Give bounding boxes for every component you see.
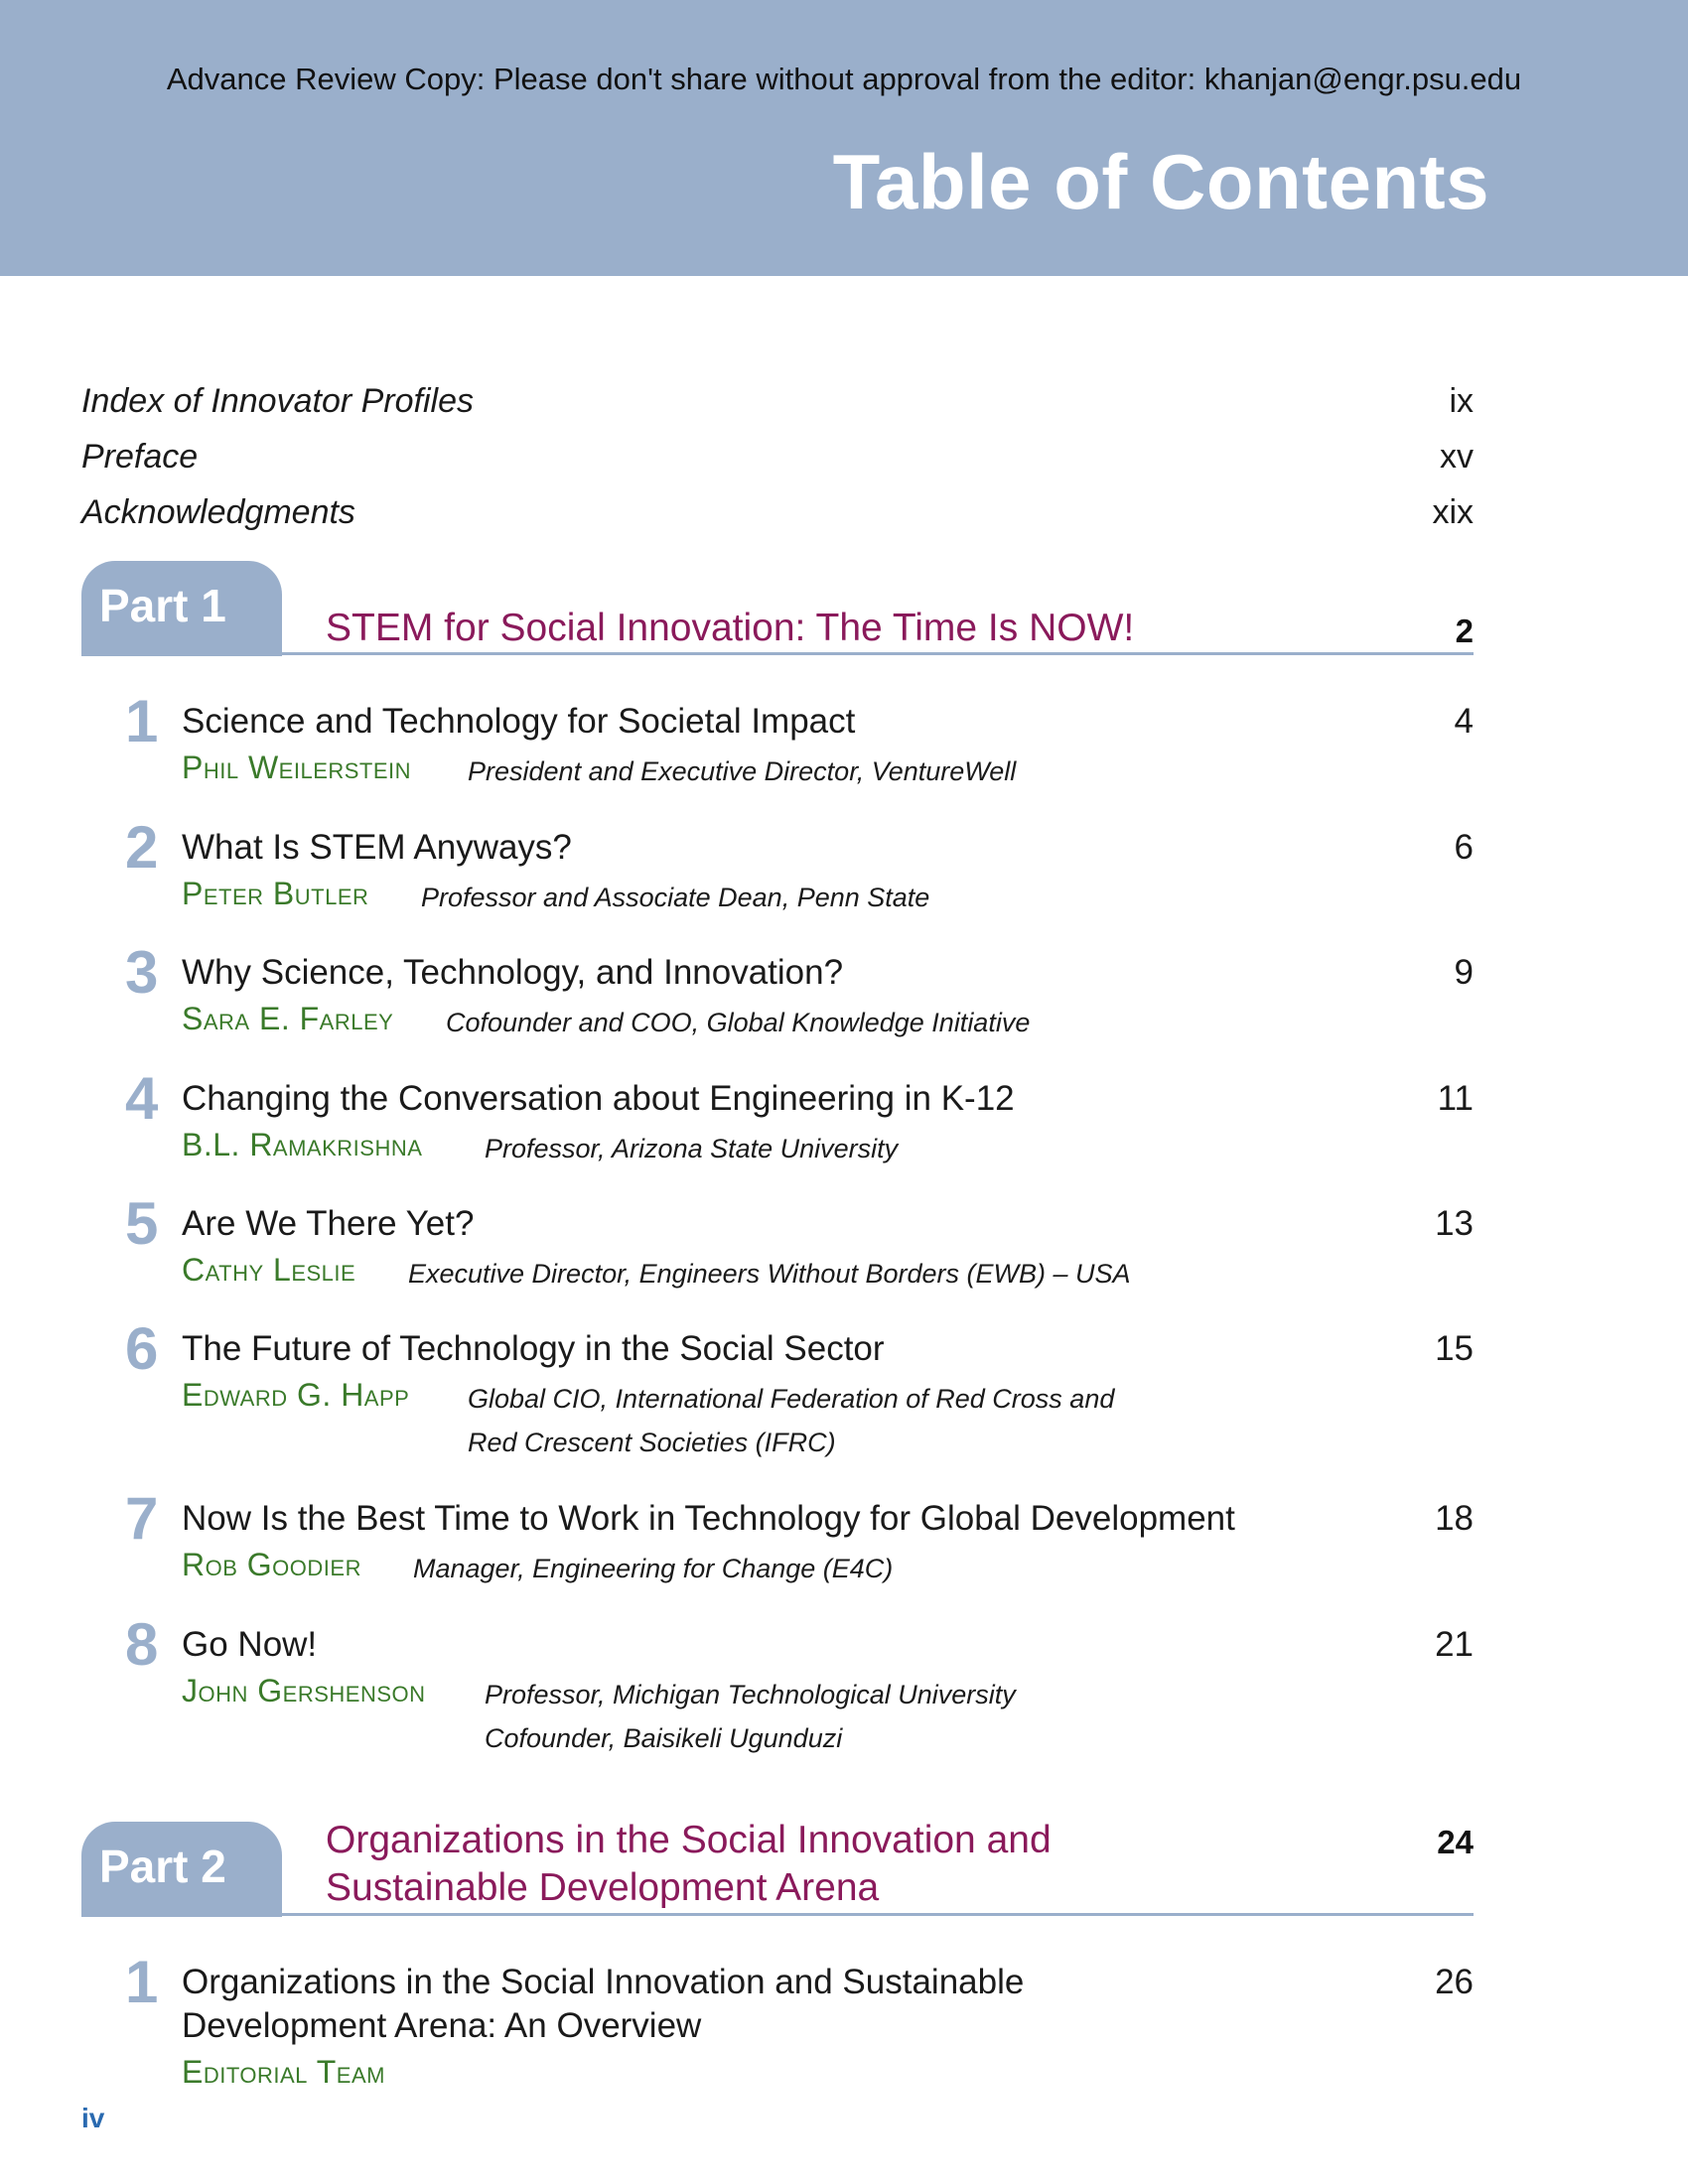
- part-title-line: Sustainable Development Arena: [326, 1866, 880, 1909]
- header-band: [0, 0, 1688, 276]
- entry-title: Index of Innovator Profiles: [81, 382, 475, 420]
- part-1-header[interactable]: [81, 561, 1474, 660]
- author-role-line: Executive Director, Engineers Without Borders (EWB) – USA: [408, 1259, 1131, 1289]
- chapter-number: 8: [125, 1611, 159, 1678]
- part-title: [326, 605, 1134, 652]
- part-title: [326, 1817, 1052, 1912]
- part-tab: [81, 561, 282, 656]
- author-role: [421, 876, 929, 919]
- part-label: Part 1: [99, 580, 226, 631]
- author-role-line: Cofounder, Baisikeli Ugunduzi: [485, 1723, 843, 1753]
- chapter-page: 26: [1435, 1963, 1474, 2001]
- author-role-line: Red Crescent Societies (IFRC): [468, 1428, 836, 1457]
- author-role: [408, 1252, 1131, 1296]
- author-role: [468, 750, 1016, 793]
- chapter-title: Now Is the Best Time to Work in Technology for Global Development: [182, 1499, 1235, 1538]
- front-matter-entry[interactable]: [81, 488, 1474, 544]
- page-number: iv: [81, 2103, 105, 2133]
- chapter-page: 6: [1454, 828, 1474, 867]
- author-role: [485, 1673, 1016, 1760]
- author-role-line: Professor, Arizona State University: [485, 1134, 899, 1163]
- chapter-number: 5: [125, 1190, 159, 1257]
- chapter-title: Science and Technology for Societal Impact: [182, 702, 856, 741]
- part-divider: [282, 1913, 1474, 1916]
- chapter-title: What Is STEM Anyways?: [182, 828, 572, 867]
- chapter-title: Why Science, Technology, and Innovation?: [182, 953, 844, 992]
- chapter-title-line: Development Arena: An Overview: [182, 2006, 702, 2045]
- chapter-author: Edward G. Happ: [182, 1377, 410, 1413]
- review-notice: Advance Review Copy: Please don't share without approval from the editor: khanjan@engr.psu.edu: [166, 62, 1522, 96]
- chapter-page: 11: [1437, 1079, 1474, 1118]
- chapter-title-line: Organizations in the Social Innovation and Sustainable: [182, 1963, 1025, 2001]
- author-role: [468, 1377, 1114, 1464]
- entry-page: ix: [1449, 382, 1474, 420]
- chapter-number: 6: [125, 1315, 159, 1382]
- chapter-author: Editorial Team: [182, 2054, 385, 2090]
- author-role-line: Professor and Associate Dean, Penn State: [421, 883, 930, 912]
- entry-title: Acknowledgments: [81, 493, 355, 531]
- author-role-line: Global CIO, International Federation of Red Cross and: [468, 1384, 1115, 1414]
- entry-title: Preface: [81, 438, 199, 476]
- chapter-author: B.L. Ramakrishna: [182, 1127, 423, 1162]
- chapter-page: 13: [1435, 1204, 1474, 1243]
- author-role-line: Professor, Michigan Technological University: [485, 1680, 1016, 1709]
- author-role: [413, 1547, 893, 1590]
- part-2-header[interactable]: [81, 1819, 1474, 1921]
- front-matter-entry[interactable]: [81, 433, 1474, 488]
- chapter-title: Changing the Conversation about Engineering in K-12: [182, 1079, 1015, 1118]
- chapter-page: 15: [1435, 1329, 1474, 1368]
- page-title: Table of Contents: [832, 138, 1489, 225]
- author-role-line: President and Executive Director, VentureWell: [468, 756, 1017, 786]
- part-divider: [282, 652, 1474, 655]
- chapter-title: Are We There Yet?: [182, 1204, 475, 1243]
- chapter-number: 2: [125, 814, 159, 881]
- entry-page: xv: [1440, 438, 1474, 476]
- chapter-page: 21: [1435, 1625, 1474, 1664]
- part-page: 2: [1455, 613, 1474, 649]
- chapter-title: The Future of Technology in the Social Sector: [182, 1329, 885, 1368]
- chapter-number: 3: [125, 939, 159, 1006]
- chapter-author: Cathy Leslie: [182, 1252, 356, 1288]
- author-role: [446, 1001, 1030, 1044]
- part-title-line: Organizations in the Social Innovation and: [326, 1819, 1052, 1861]
- chapter-title: Go Now!: [182, 1625, 318, 1664]
- chapter-author: Phil Weilerstein: [182, 750, 412, 785]
- part-page: 24: [1437, 1824, 1474, 1860]
- chapter-number: 7: [125, 1485, 159, 1552]
- chapter-number: 1: [125, 1949, 159, 2015]
- author-role-line: Cofounder and COO, Global Knowledge Initiative: [446, 1008, 1031, 1037]
- chapter-author: Rob Goodier: [182, 1547, 361, 1582]
- chapter-page: 9: [1454, 953, 1474, 992]
- chapter-author: Sara E. Farley: [182, 1001, 394, 1036]
- part-tab: [81, 1822, 282, 1917]
- chapter-number: 4: [125, 1065, 159, 1132]
- part-label: Part 2: [99, 1841, 226, 1892]
- front-matter-list: [81, 377, 1474, 544]
- chapter-number: 1: [125, 688, 159, 754]
- chapter-author: John Gershenson: [182, 1673, 426, 1708]
- front-matter-entry[interactable]: [81, 377, 1474, 433]
- chapter-title: [182, 1961, 1334, 2048]
- entry-page: xix: [1432, 493, 1474, 531]
- chapter-page: 18: [1435, 1499, 1474, 1538]
- part-title-line: STEM for Social Innovation: The Time Is NOW!: [326, 607, 1135, 649]
- author-role-line: Manager, Engineering for Change (E4C): [413, 1554, 894, 1583]
- chapter-author: Peter Butler: [182, 876, 369, 911]
- author-role: [485, 1127, 898, 1170]
- chapter-page: 4: [1454, 702, 1474, 741]
